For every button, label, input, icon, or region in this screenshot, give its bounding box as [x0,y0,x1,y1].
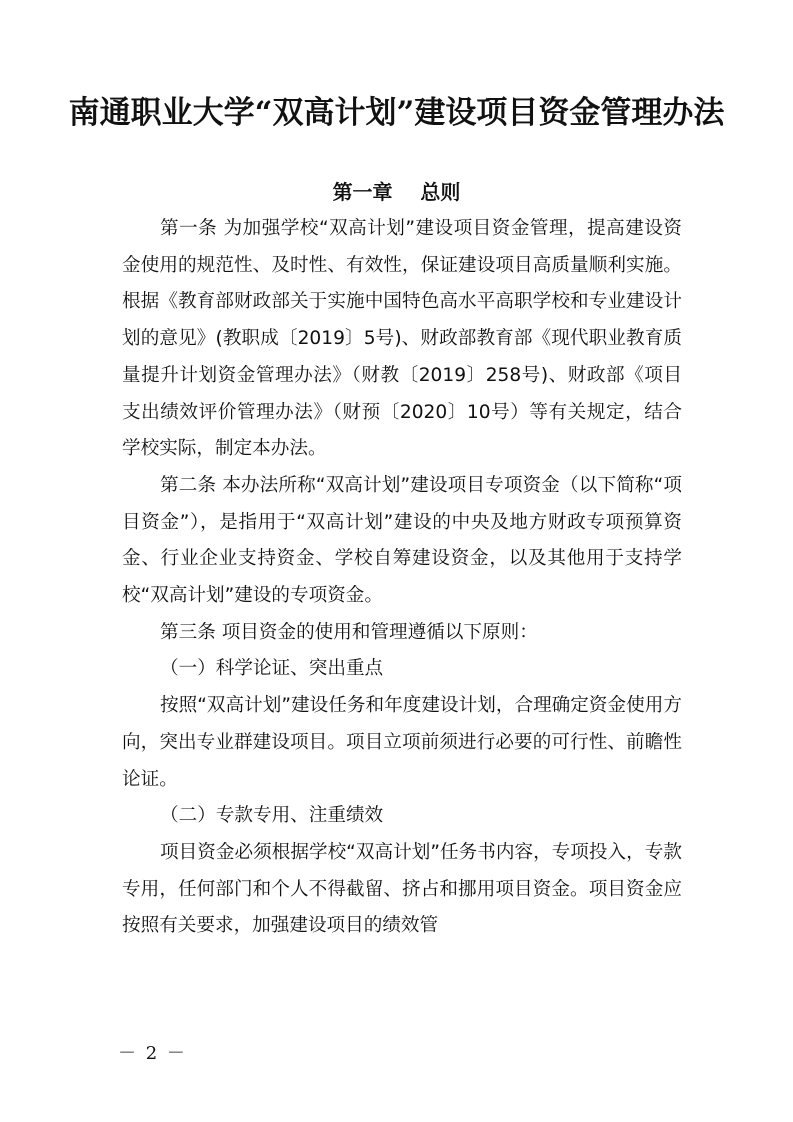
principle-2-heading: （二）专款专用、注重绩效 [160,805,384,827]
document-body [122,211,682,945]
chapter-heading: 第一章 总则 [332,180,461,204]
article-3-paragraph: 第三条 项目资金的使用和管理遵循以下原则： [160,621,538,643]
principle-1-paragraph: 按照“双高计划”建设任务和年度建设计划，合理确定资金使用方向，突出专业群建设项目。项目立项前须进行必要的可行性、前瞻性论证。 [122,695,682,790]
principle-2-paragraph: 项目资金必须根据学校“双高计划”任务书内容，专项投入，专款专用，任何部门和个人不得截留、挤占和挪用项目资金。项目资金应按照有关要求，加强建设项目的绩效管 [122,841,682,937]
page-number: － 2 － [118,1043,187,1064]
principle-1-heading: （一）科学论证、突出重点 [160,658,384,680]
document-title: 南通职业大学“双高计划”建设项目资金管理办法 [68,95,725,131]
article-1-paragraph: 第一条 为加强学校“双高计划”建设项目资金管理，提高建设资金使用的规范性、及时性、有效性，保证建设项目高质量顺利实施。根据《教育部财政部关于实施中国特色高水平高职学校和专业建设计划的意见》(教职成〔2019〕5号)、财政部教育部《现代职业教育质量提升计划资金管理办法》（财教〔2019〕258号)、财政部《项目支出绩效评价管理办法》（财预〔2020〕10号）等有关规定，结合学校实际，制定本办法。 [122,218,682,460]
article-2-paragraph: 第二条 本办法所称“双高计划”建设项目专项资金（以下简称“项目资金”），是指用于“双高计划”建设的中央及地方财政专项预算资金、行业企业支持资金、学校自筹建设资金，以及其他用于支持学校“双高计划”建设的专项资金。 [122,474,682,607]
